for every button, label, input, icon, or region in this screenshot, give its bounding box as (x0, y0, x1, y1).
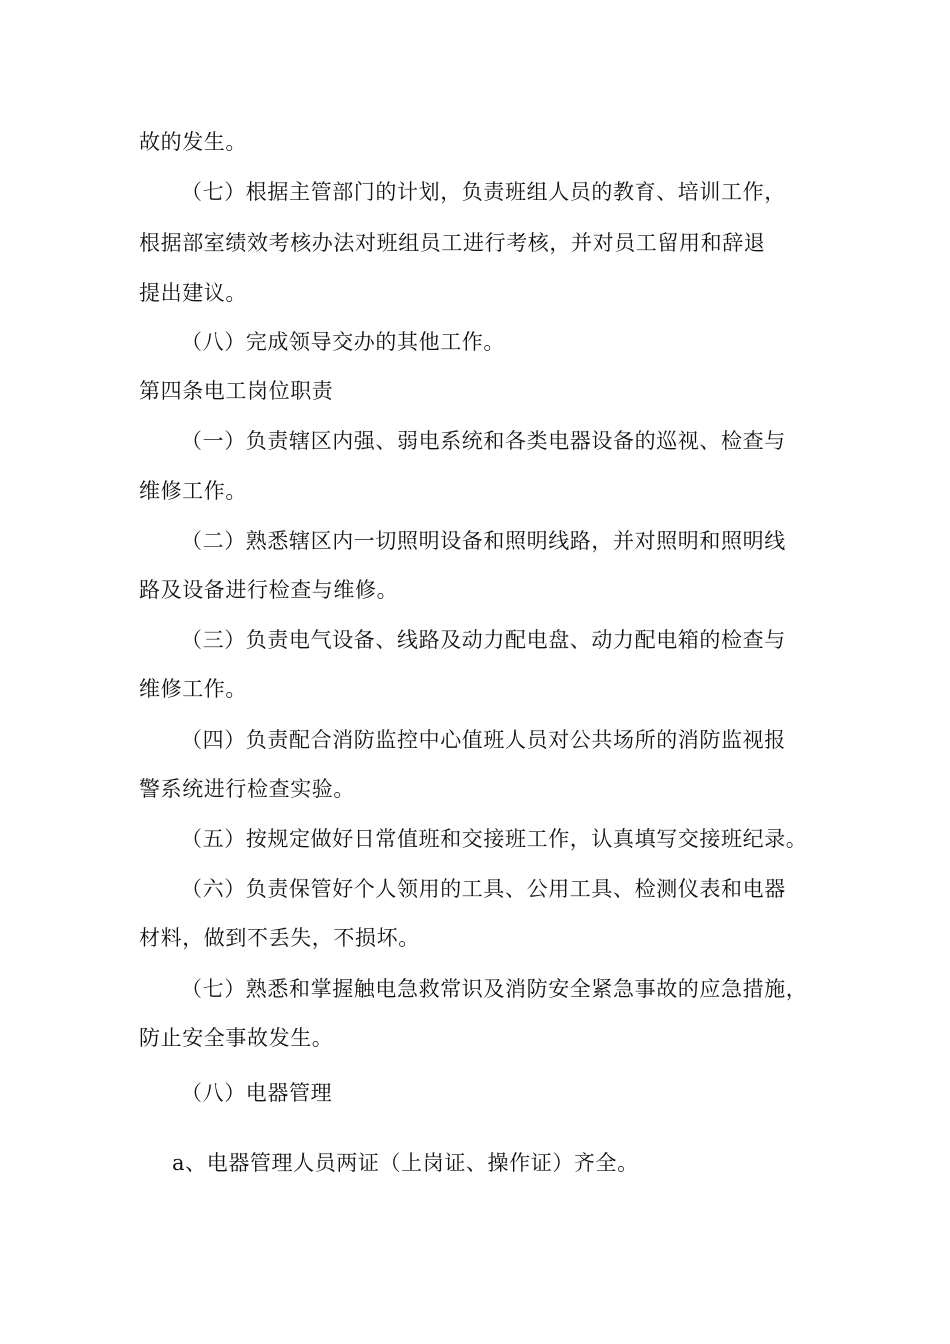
paragraph-line: 提出建议。 (139, 281, 247, 305)
paragraph-line: 根据部室绩效考核办法对班组员工进行考核，并对员工留用和辞退 (139, 231, 766, 255)
paragraph-line: 维修工作。 (139, 677, 247, 701)
paragraph-line: 防止安全事故发生。 (139, 1026, 334, 1050)
paragraph-line: （一）负责辖区内强、弱电系统和各类电器设备的巡视、检查与 (181, 429, 786, 453)
paragraph-line: （二）熟悉辖区内一切照明设备和照明线路，并对照明和照明线 (181, 529, 786, 553)
paragraph-line: （七）熟悉和掌握触电急救常识及消防安全紧急事故的应急措施， (181, 977, 808, 1001)
paragraph-line: （八）电器管理 (181, 1081, 333, 1105)
paragraph-line: （六）负责保管好个人领用的工具、公用工具、检测仪表和电器 (181, 877, 786, 901)
paragraph-line: （七）根据主管部门的计划，负责班组人员的教育、培训工作， (181, 180, 786, 204)
paragraph-line: 路及设备进行检查与维修。 (139, 578, 399, 602)
paragraph-line: （三）负责电气设备、线路及动力配电盘、动力配电箱的检查与 (181, 628, 786, 652)
paragraph-line: （五）按规定做好日常值班和交接班工作，认真填写交接班纪录。 (181, 827, 808, 851)
paragraph-line: 材料，做到不丢失，不损坏。 (139, 926, 420, 950)
paragraph-line: 警系统进行检查实验。 (139, 777, 355, 801)
paragraph-line: （八）完成领导交办的其他工作。 (181, 330, 505, 354)
paragraph-line: （四）负责配合消防监控中心值班人员对公共场所的消防监视报 (181, 728, 786, 752)
paragraph-line: 维修工作。 (139, 479, 247, 503)
paragraph-line: a、电器管理人员两证（上岗证、操作证）齐全。 (172, 1151, 639, 1175)
section-heading: 第四条电工岗位职责 (139, 379, 334, 403)
paragraph-line: 故的发生。 (139, 130, 247, 154)
